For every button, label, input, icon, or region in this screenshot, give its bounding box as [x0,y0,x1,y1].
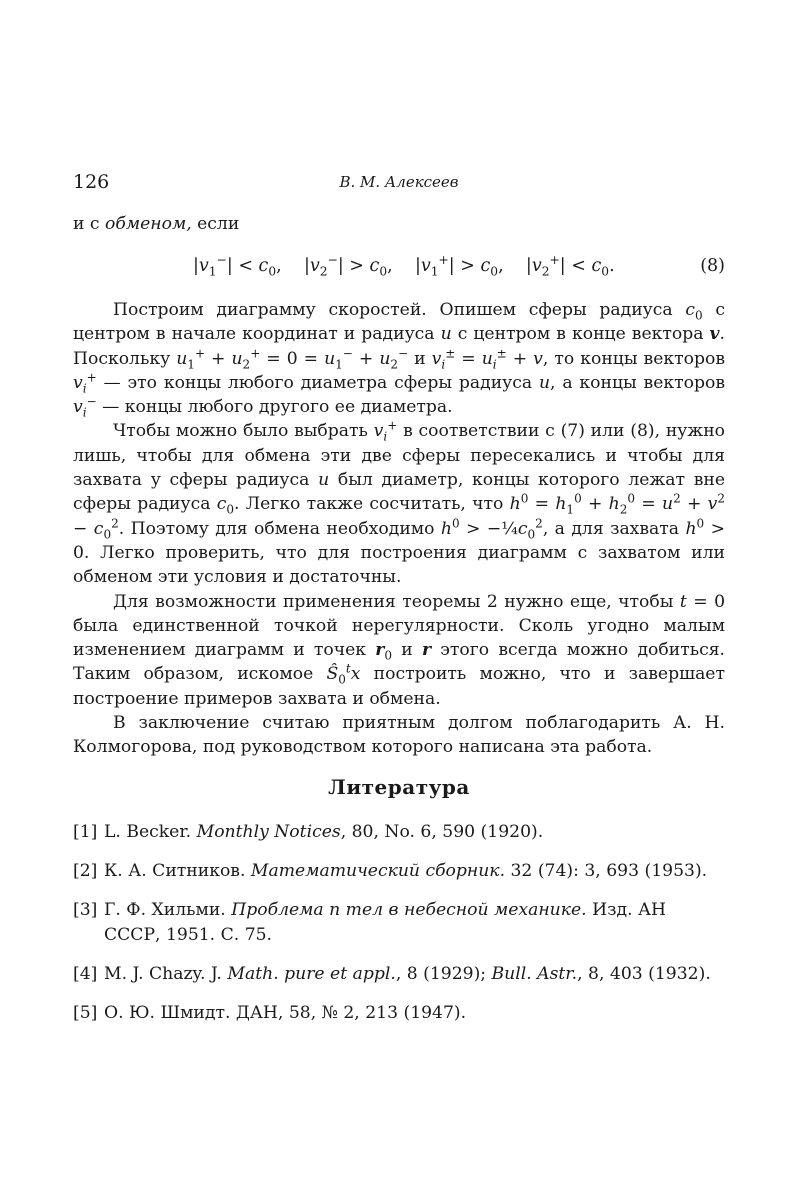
reference-item: [4] M. J. Chazy. J. Math. pure et appl., 8 (1929); Bull. Astr., 8, 403 (1932). [73,964,711,984]
emphasis-exchange: обменом, [105,214,192,234]
paragraph-1: Построим диаграмму скоростей. Опишем сферы радиуса $c_0$ с центром в начале координат и радиуса u с центром в конце вектора v. Поскольку $u_1^+ + u_2^+ = 0 = u_1^- + u_2^-$ и $v_i^\pm = u_i^\pm + v$, то концы векторов $v_i^+$ — это концы любого диаметра сферы радиуса u, а концы векторов $v_i^-$ — концы любого другого ее диаметра. [73,300,725,420]
running-title: В. М. Алексеев [339,173,459,191]
paragraph-3: Для возможности применения теоремы 2 нужно еще, чтобы t = 0 была единственной точкой нерегулярности. Сколь угодно малым изменением диаграмм и точек $r_0$ и r этого всегда можно добиться. Таким образом, искомое $Ŝ_0^tx$ построить можно, что и завершает построение примеров захвата и обмена. [73,591,726,709]
paragraph-2: Чтобы можно было выбрать $v_i^+$ в соответствии с (7) или (8), нужно лишь, чтобы для обмена эти две сферы пересекались и чтобы для захвата у сферы радиуса u был диаметр, концы которого лежат вне сферы радиуса $c_0$. Легко также сосчитать, что $h^0 = h_1^0 + h_2^0 = u^2 + v^2 - c_0^2$. Поэтому для обмена необходимо $h^0$ > $-\frac{1}{4}c_0^2$, а для захвата $h^0 > 0$. Легко проверить, что для построения диаграмм с захватом или обменом эти условия и достаточны. [73,418,726,588]
paragraph-4: В заключение считаю приятным долгом поблагодарить А. Н. Колмогорова, под руководством которого написана эта работа. [73,713,725,758]
intro-line: и с обменом, если [73,214,240,234]
running-head [73,171,725,195]
equation-body: $|v_1^-| < c_0$, $|v_2^-| > c_0$, $|v_1^+| > c_0$, $|v_2^+| < c_0$. [193,253,615,279]
body-text [73,298,725,760]
equation-number: (8) [700,256,725,276]
reference-item: [5] О. Ю. Шмидт. ДАН, 58, № 2, 213 (1947). [73,1003,467,1023]
page-number: 126 [73,171,110,193]
references-list [73,820,725,1040]
reference-item: [2] К. А. Ситников. Математический сборник. 32 (74): 3, 693 (1953). [73,861,708,881]
references-heading: Литература [328,775,470,799]
equation-8 [73,253,725,282]
reference-item: [1] L. Becker. Monthly Notices, 80, No. 6, 590 (1920). [73,822,544,842]
reference-item: [3] Г. Ф. Хильми. Проблема n тел в небесной механике. Изд. АН СССР, 1951. С. 75. [73,900,666,945]
